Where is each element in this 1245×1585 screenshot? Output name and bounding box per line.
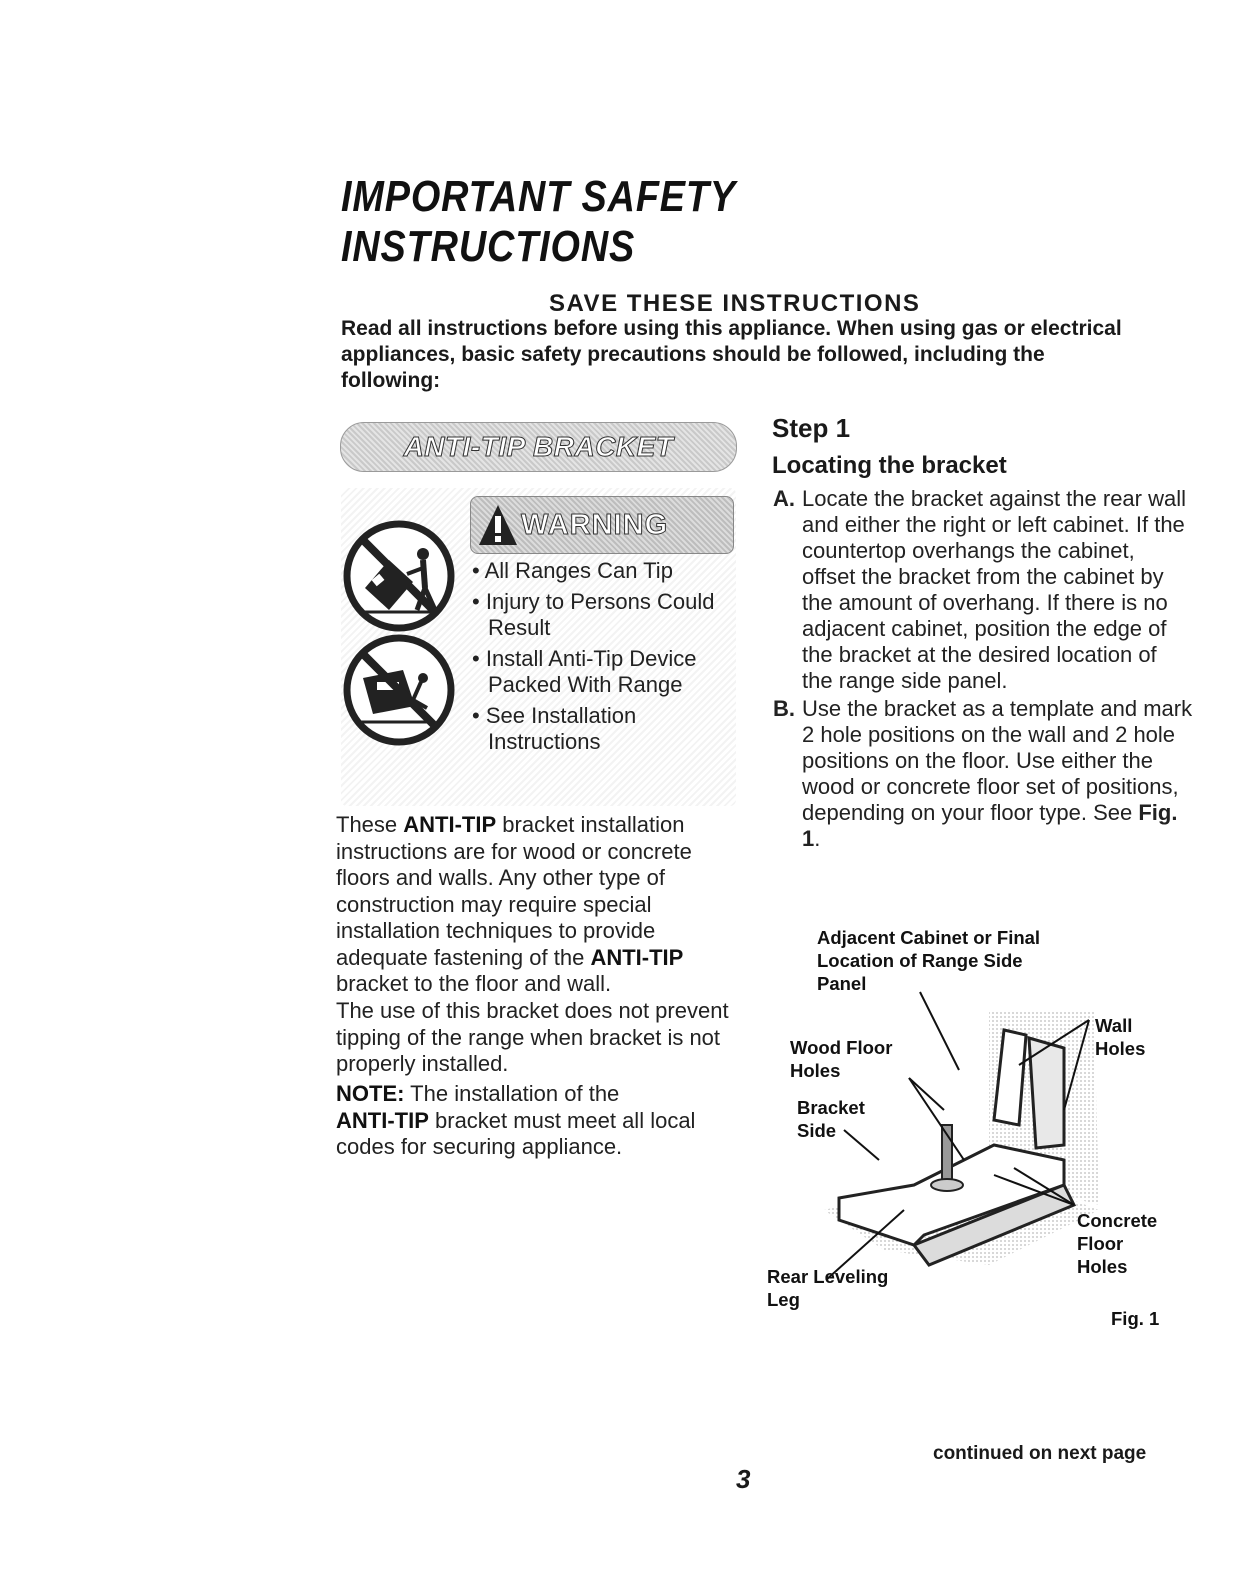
warning-item: • See Installation Instructions — [472, 703, 732, 756]
step-text: Locate the bracket against the rear wall and either the right or left cabinet. If the countertop overhangs the cabinet, offset the bracket from the cabinet by the amount of overhang. If there is no adjacent cabinet, position the edge of the bracket at the desired location of the range side panel. — [802, 486, 1187, 693]
page-number: 3 — [736, 1464, 751, 1494]
figure-caption: Fig. 1 — [1111, 1308, 1160, 1329]
warning-triangle-icon — [477, 503, 519, 547]
anti-tip-banner — [340, 422, 737, 472]
page-title — [341, 172, 736, 272]
wall-holes-label: Wall Holes — [1095, 1015, 1146, 1059]
step-letter: A. — [773, 486, 795, 511]
anti-tip-term: ANTI-TIP — [590, 944, 684, 970]
warning-text: WARNING — [521, 508, 669, 541]
anti-tip-banner-label: ANTI-TIP BRACKET — [403, 431, 674, 462]
text-run: Use the bracket as a template and mark 2 hole positions on the wall and 2 hole positions on the floor. Use either the wood or concrete floor set of positions, depending on your floor type. See — [802, 696, 1193, 825]
note-label: NOTE: — [336, 1081, 405, 1106]
warning-item: • Injury to Persons Could Result — [472, 589, 732, 642]
concrete-floor-holes-label: Concrete Floor Holes — [1077, 1210, 1158, 1277]
child-on-door-icon — [343, 630, 463, 750]
step-title: Step 1 — [772, 413, 851, 443]
bracket-side-label: Bracket Side — [797, 1097, 865, 1141]
page-title-line2: INSTRUCTIONS — [341, 222, 636, 271]
installation-note — [336, 1081, 736, 1161]
anti-tip-term: ANTI-TIP — [336, 1107, 429, 1133]
warning-list — [472, 558, 732, 760]
text-run: bracket installation instructions are for wood or concrete floors and walls. Any other type of construction may require special installation techniques to provide adequate fastening of the — [336, 812, 692, 970]
step-letter: B. — [773, 696, 795, 721]
step-subtitle: Locating the bracket — [772, 452, 1007, 479]
warning-label — [470, 496, 734, 554]
range-tipping-icon — [343, 516, 463, 636]
figure-reference: Fig. 1 — [802, 800, 1178, 851]
bracket-use-note: The use of this bracket does not prevent tipping of the range when bracket is not properly installed. — [336, 998, 729, 1076]
step-text — [802, 696, 1193, 852]
step-item-b — [773, 696, 1193, 852]
text-run: bracket to the floor and wall. — [336, 971, 612, 996]
anti-tip-term: ANTI-TIP — [403, 812, 497, 837]
text-run: These — [336, 812, 404, 837]
text-run: . — [814, 826, 821, 851]
anti-tip-description — [336, 812, 736, 998]
page-title-line1: IMPORTANT SAFETY — [341, 172, 736, 221]
step-list — [773, 486, 1193, 854]
adjacent-cabinet-label: Adjacent Cabinet or Final Location of Range Side Panel — [817, 927, 1041, 994]
bracket-figure — [764, 920, 1184, 1340]
wood-floor-holes-label: Wood Floor Holes — [790, 1037, 893, 1081]
text-run: The installation of the — [404, 1081, 620, 1106]
intro-text: Read all instructions before using this appliance. When using gas or electrical appliances, basic safety precautions should be followed, including the following: — [341, 317, 1122, 392]
text-run: bracket must meet all local codes for securing appliance. — [336, 1107, 696, 1159]
continued-note: continued on next page — [933, 1443, 1147, 1464]
rear-leveling-leg-label: Rear Leveling Leg — [767, 1266, 889, 1310]
warning-item: • Install Anti-Tip Device Packed With Range — [472, 646, 732, 699]
save-instructions-heading: SAVE THESE INSTRUCTIONS — [549, 290, 921, 317]
step-item-a — [773, 486, 1193, 694]
warning-item: • All Ranges Can Tip — [472, 558, 732, 585]
